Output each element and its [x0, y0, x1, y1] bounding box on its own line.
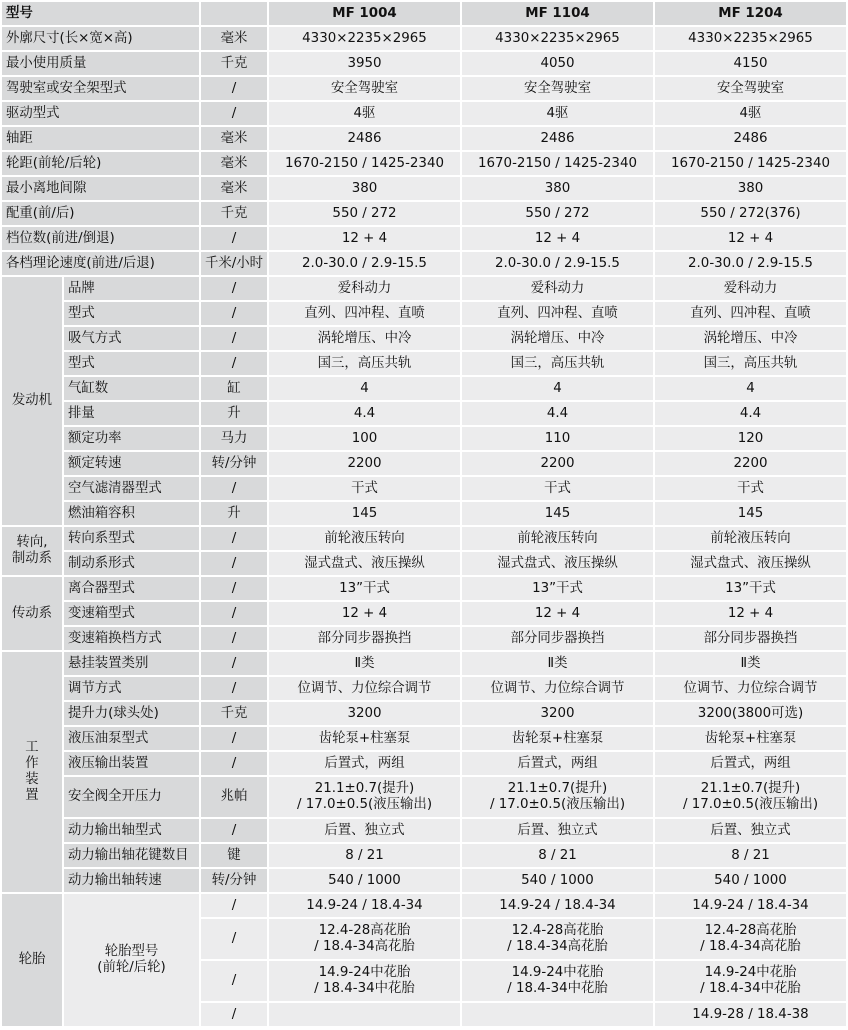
value-cell: 4驱	[655, 102, 846, 125]
value-cell: 13”干式	[462, 577, 653, 600]
value-cell: 国三，高压共轨	[462, 352, 653, 375]
spec-label: 动力输出轴型式	[64, 819, 199, 842]
value-cell: 3200(3800可选)	[655, 702, 846, 725]
value-cell: 4	[655, 377, 846, 400]
unit-cell: 毫米	[201, 177, 267, 200]
value-cell-line: / 17.0±0.5(液压输出)	[296, 797, 433, 812]
value-cell: 4150	[655, 52, 846, 75]
table-row	[2, 477, 846, 500]
value-cell: 12 + 4	[655, 602, 846, 625]
spec-label: 驱动型式	[2, 102, 199, 125]
table-row	[2, 77, 846, 100]
category-steering-line: 制动系	[11, 551, 53, 566]
value-cell: 2486	[462, 127, 653, 150]
value-cell: 2200	[655, 452, 846, 475]
table-row	[2, 677, 846, 700]
value-cell-line: 14.9-24中花胎	[318, 965, 411, 980]
value-cell: 前轮液压转向	[462, 527, 653, 550]
value-cell: 4050	[462, 52, 653, 75]
unit-cell: /	[201, 652, 267, 675]
category-work-line: 工	[25, 740, 39, 755]
unit-cell: /	[201, 302, 267, 325]
value-cell: 380	[462, 177, 653, 200]
table-row	[2, 452, 846, 475]
value-cell: 前轮液压转向	[269, 527, 460, 550]
category-steering-line: 转向,	[16, 535, 48, 550]
value-cell: 380	[655, 177, 846, 200]
value-cell: 120	[655, 427, 846, 450]
table-row	[2, 127, 846, 150]
unit-cell: 键	[201, 844, 267, 867]
unit-cell: 毫米	[201, 152, 267, 175]
table-row	[2, 227, 846, 250]
value-cell: 12 + 4	[655, 227, 846, 250]
unit-cell: 转/分钟	[201, 869, 267, 892]
value-cell	[269, 1003, 460, 1026]
value-cell-line: 12.4-28高花胎	[511, 923, 604, 938]
table-row	[2, 177, 846, 200]
value-cell: 部分同步器换挡	[655, 627, 846, 650]
header-unit	[201, 2, 267, 25]
unit-cell: /	[201, 227, 267, 250]
table-row	[2, 819, 846, 842]
unit-cell: 千克	[201, 52, 267, 75]
value-cell: 爱科动力	[462, 277, 653, 300]
table-row	[2, 627, 846, 650]
table-row	[2, 377, 846, 400]
value-cell-line: / 18.4-34中花胎	[314, 981, 415, 996]
spec-label: 排量	[64, 402, 199, 425]
value-cell: 380	[269, 177, 460, 200]
value-cell: 540 / 1000	[269, 869, 460, 892]
spec-label: 各档理论速度(前进/后退)	[2, 252, 199, 275]
table-row	[2, 727, 846, 750]
value-cell: 2.0-30.0 / 2.9-15.5	[462, 252, 653, 275]
unit-cell: 升	[201, 402, 267, 425]
value-cell: 2200	[462, 452, 653, 475]
unit-cell: /	[201, 752, 267, 775]
spec-label: 变速箱型式	[64, 602, 199, 625]
unit-cell: /	[201, 627, 267, 650]
table-row	[2, 102, 846, 125]
value-cell: 后置式，两组	[462, 752, 653, 775]
model-name: MF 1204	[655, 2, 846, 25]
unit-cell: /	[201, 327, 267, 350]
value-cell: 部分同步器换挡	[269, 627, 460, 650]
value-cell: 涡轮增压、中冷	[269, 327, 460, 350]
table-row	[2, 844, 846, 867]
value-cell	[269, 919, 460, 959]
unit-cell: /	[201, 352, 267, 375]
spec-label: 档位数(前进/倒退)	[2, 227, 199, 250]
value-cell	[269, 961, 460, 1001]
value-cell-line: / 18.4-34高花胎	[314, 939, 415, 954]
value-cell: 8 / 21	[269, 844, 460, 867]
value-cell: 13”干式	[655, 577, 846, 600]
table-row	[2, 402, 846, 425]
value-cell: Ⅱ类	[269, 652, 460, 675]
value-cell: 550 / 272	[269, 202, 460, 225]
table-row	[2, 52, 846, 75]
value-cell: 540 / 1000	[655, 869, 846, 892]
value-cell: 12 + 4	[269, 602, 460, 625]
value-cell: 直列、四冲程、直喷	[655, 302, 846, 325]
value-cell: 540 / 1000	[462, 869, 653, 892]
value-cell	[462, 777, 653, 817]
tire-model-label-line: (前轮/后轮)	[97, 960, 166, 975]
unit-cell: /	[201, 552, 267, 575]
spec-label: 燃油箱容积	[64, 502, 199, 525]
unit-cell: 千米/小时	[201, 252, 267, 275]
value-cell: 1670-2150 / 1425-2340	[462, 152, 653, 175]
value-cell: 4.4	[269, 402, 460, 425]
unit-cell: /	[201, 677, 267, 700]
value-cell: 齿轮泵+柱塞泵	[462, 727, 653, 750]
spec-label: 动力输出轴花键数目	[64, 844, 199, 867]
value-cell-line: / 17.0±0.5(液压输出)	[682, 797, 819, 812]
value-cell: 145	[655, 502, 846, 525]
category-work-line: 置	[25, 788, 39, 803]
value-cell: 8 / 21	[462, 844, 653, 867]
value-cell: 湿式盘式、液压操纵	[462, 552, 653, 575]
spec-label: 最小使用质量	[2, 52, 199, 75]
table-row	[2, 752, 846, 775]
table-row	[2, 2, 846, 25]
value-cell: 2486	[269, 127, 460, 150]
spec-label: 悬挂装置类别	[64, 652, 199, 675]
unit-cell: 毫米	[201, 127, 267, 150]
value-cell: 湿式盘式、液压操纵	[269, 552, 460, 575]
value-cell: 2486	[655, 127, 846, 150]
value-cell: 后置式，两组	[269, 752, 460, 775]
value-cell: 14.9-28 / 18.4-38	[655, 1003, 846, 1026]
value-cell	[462, 961, 653, 1001]
table-row	[2, 27, 846, 50]
value-cell	[655, 777, 846, 817]
table-row	[2, 869, 846, 892]
spec-label: 驾驶室或安全架型式	[2, 77, 199, 100]
value-cell: 100	[269, 427, 460, 450]
unit-cell: 升	[201, 502, 267, 525]
table-row	[2, 277, 846, 300]
spec-label: 动力输出轴转速	[64, 869, 199, 892]
table-row	[2, 252, 846, 275]
table-row	[2, 502, 846, 525]
spec-label: 最小离地间隙	[2, 177, 199, 200]
value-cell: 4	[269, 377, 460, 400]
value-cell	[655, 919, 846, 959]
value-cell: 国三，高压共轨	[269, 352, 460, 375]
value-cell-line: 12.4-28高花胎	[704, 923, 797, 938]
spec-label: 气缸数	[64, 377, 199, 400]
category-steering	[2, 527, 62, 575]
unit-cell: 转/分钟	[201, 452, 267, 475]
table-row	[2, 427, 846, 450]
spec-label: 安全阀全开压力	[64, 777, 199, 817]
table-row	[2, 894, 846, 917]
value-cell	[269, 777, 460, 817]
value-cell: Ⅱ类	[655, 652, 846, 675]
table-row	[2, 552, 846, 575]
value-cell: 后置、独立式	[655, 819, 846, 842]
unit-cell: 毫米	[201, 27, 267, 50]
value-cell: 4330×2235×2965	[655, 27, 846, 50]
value-cell: Ⅱ类	[462, 652, 653, 675]
value-cell-line: 14.9-24中花胎	[704, 965, 797, 980]
spec-label: 液压输出装置	[64, 752, 199, 775]
value-cell: 后置、独立式	[269, 819, 460, 842]
unit-cell: /	[201, 477, 267, 500]
category-engine: 发动机	[2, 277, 62, 525]
spec-label: 轮距(前轮/后轮)	[2, 152, 199, 175]
spec-label: 额定功率	[64, 427, 199, 450]
table-row	[2, 577, 846, 600]
value-cell: 湿式盘式、液压操纵	[655, 552, 846, 575]
value-cell: 齿轮泵+柱塞泵	[269, 727, 460, 750]
value-cell: 14.9-24 / 18.4-34	[462, 894, 653, 917]
value-cell: 直列、四冲程、直喷	[269, 302, 460, 325]
model-name: MF 1104	[462, 2, 653, 25]
value-cell: 齿轮泵+柱塞泵	[655, 727, 846, 750]
category-work	[2, 652, 62, 892]
value-cell: 550 / 272	[462, 202, 653, 225]
value-cell: 2.0-30.0 / 2.9-15.5	[655, 252, 846, 275]
spec-label: 调节方式	[64, 677, 199, 700]
value-cell: 14.9-24 / 18.4-34	[269, 894, 460, 917]
table-row	[2, 202, 846, 225]
unit-cell: /	[201, 602, 267, 625]
unit-cell: 缸	[201, 377, 267, 400]
value-cell: 12 + 4	[462, 602, 653, 625]
value-cell: 后置、独立式	[462, 819, 653, 842]
value-cell: 位调节、力位综合调节	[655, 677, 846, 700]
value-cell-line: 12.4-28高花胎	[318, 923, 411, 938]
value-cell: 安全驾驶室	[655, 77, 846, 100]
value-cell-line: 21.1±0.7(提升)	[314, 781, 415, 796]
unit-cell: /	[201, 102, 267, 125]
table-row	[2, 327, 846, 350]
unit-cell: /	[201, 894, 267, 917]
value-cell: 涡轮增压、中冷	[462, 327, 653, 350]
value-cell-line: / 18.4-34中花胎	[700, 981, 801, 996]
unit-cell: /	[201, 1003, 267, 1026]
spec-label: 提升力(球头处)	[64, 702, 199, 725]
unit-cell: /	[201, 277, 267, 300]
table-row	[2, 302, 846, 325]
value-cell: 110	[462, 427, 653, 450]
value-cell: 12 + 4	[269, 227, 460, 250]
value-cell: 4.4	[462, 402, 653, 425]
spec-label: 吸气方式	[64, 327, 199, 350]
unit-cell: /	[201, 527, 267, 550]
spec-label: 液压油泵型式	[64, 727, 199, 750]
unit-cell: 马力	[201, 427, 267, 450]
value-cell-line: 21.1±0.7(提升)	[700, 781, 801, 796]
value-cell: 直列、四冲程、直喷	[462, 302, 653, 325]
value-cell: 干式	[462, 477, 653, 500]
spec-label: 外廓尺寸(长×宽×高)	[2, 27, 199, 50]
value-cell: 145	[462, 502, 653, 525]
value-cell: 2200	[269, 452, 460, 475]
value-cell: 4	[462, 377, 653, 400]
value-cell: 550 / 272(376)	[655, 202, 846, 225]
value-cell-line: 14.9-24中花胎	[511, 965, 604, 980]
table-row	[2, 652, 846, 675]
value-cell: 干式	[269, 477, 460, 500]
value-cell: 涡轮增压、中冷	[655, 327, 846, 350]
value-cell: 4驱	[462, 102, 653, 125]
value-cell: 1670-2150 / 1425-2340	[655, 152, 846, 175]
spec-label: 离合器型式	[64, 577, 199, 600]
value-cell: 干式	[655, 477, 846, 500]
unit-cell: /	[201, 961, 267, 1001]
category-tires: 轮胎	[2, 894, 62, 1026]
value-cell: 3200	[269, 702, 460, 725]
unit-cell: /	[201, 727, 267, 750]
tire-model-label-line: 轮胎型号	[104, 944, 159, 959]
value-cell: 14.9-24 / 18.4-34	[655, 894, 846, 917]
value-cell	[655, 961, 846, 1001]
spec-label: 制动系形式	[64, 552, 199, 575]
value-cell: 国三，高压共轨	[655, 352, 846, 375]
value-cell	[462, 1003, 653, 1026]
value-cell: 后置式，两组	[655, 752, 846, 775]
table-row	[2, 152, 846, 175]
value-cell: 12 + 4	[462, 227, 653, 250]
value-cell: 2.0-30.0 / 2.9-15.5	[269, 252, 460, 275]
value-cell: 安全驾驶室	[269, 77, 460, 100]
unit-cell: /	[201, 77, 267, 100]
header-label: 型号	[2, 2, 199, 25]
unit-cell: 千克	[201, 202, 267, 225]
table-row	[2, 602, 846, 625]
spec-label: 额定转速	[64, 452, 199, 475]
value-cell: 位调节、力位综合调节	[269, 677, 460, 700]
tire-model-label	[64, 894, 199, 1026]
value-cell-line: / 18.4-34高花胎	[700, 939, 801, 954]
spec-label: 品牌	[64, 277, 199, 300]
spec-label: 变速箱换档方式	[64, 627, 199, 650]
spec-label: 型式	[64, 302, 199, 325]
value-cell: 安全驾驶室	[462, 77, 653, 100]
value-cell: 前轮液压转向	[655, 527, 846, 550]
table-row	[2, 702, 846, 725]
value-cell: 爱科动力	[655, 277, 846, 300]
value-cell: 3950	[269, 52, 460, 75]
value-cell: 145	[269, 502, 460, 525]
spec-label: 转向系型式	[64, 527, 199, 550]
value-cell-line: / 18.4-34高花胎	[507, 939, 608, 954]
value-cell	[462, 919, 653, 959]
value-cell: 13”干式	[269, 577, 460, 600]
value-cell: 4330×2235×2965	[462, 27, 653, 50]
value-cell: 1670-2150 / 1425-2340	[269, 152, 460, 175]
table-row	[2, 527, 846, 550]
value-cell: 4驱	[269, 102, 460, 125]
value-cell: 爱科动力	[269, 277, 460, 300]
category-transmission: 传动系	[2, 577, 62, 650]
table-row	[2, 352, 846, 375]
value-cell-line: / 17.0±0.5(液压输出)	[489, 797, 626, 812]
value-cell: 部分同步器换挡	[462, 627, 653, 650]
value-cell-line: / 18.4-34中花胎	[507, 981, 608, 996]
model-name: MF 1004	[269, 2, 460, 25]
value-cell: 位调节、力位综合调节	[462, 677, 653, 700]
spec-label: 空气滤清器型式	[64, 477, 199, 500]
unit-cell: /	[201, 819, 267, 842]
unit-cell: 兆帕	[201, 777, 267, 817]
unit-cell: /	[201, 577, 267, 600]
category-work-line: 作	[25, 756, 39, 771]
value-cell: 4330×2235×2965	[269, 27, 460, 50]
spec-label: 轴距	[2, 127, 199, 150]
category-work-line: 装	[25, 772, 39, 787]
spec-label: 配重(前/后)	[2, 202, 199, 225]
value-cell: 8 / 21	[655, 844, 846, 867]
value-cell: 4.4	[655, 402, 846, 425]
unit-cell: /	[201, 919, 267, 959]
spec-label: 型式	[64, 352, 199, 375]
value-cell: 3200	[462, 702, 653, 725]
unit-cell: 千克	[201, 702, 267, 725]
value-cell-line: 21.1±0.7(提升)	[507, 781, 608, 796]
table-row	[2, 777, 846, 817]
